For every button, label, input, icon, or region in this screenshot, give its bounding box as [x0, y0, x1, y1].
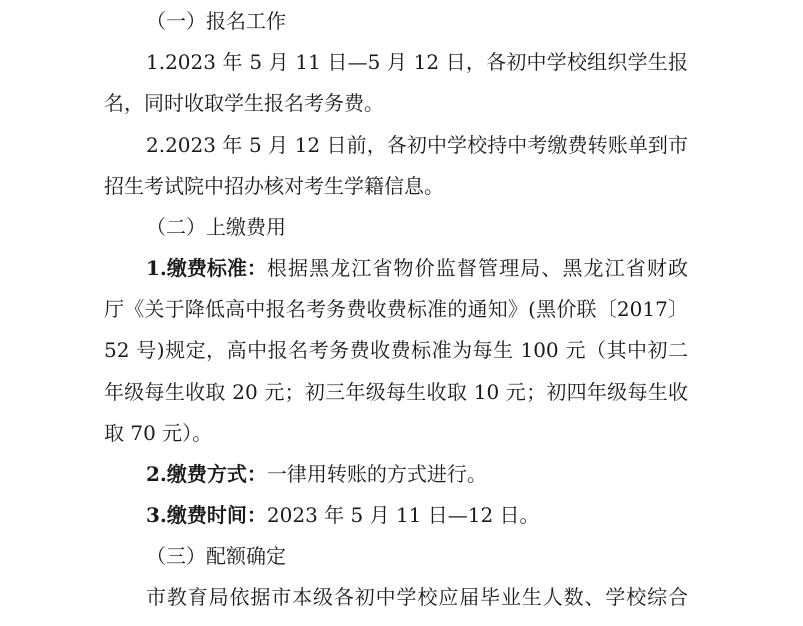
paragraph-line: 招生考试院中招办核对考生学籍信息。 — [104, 174, 444, 198]
text-run: 厅《关于降低高中报名考务费收费标准的通知》(黑价联〔2017〕 — [104, 297, 688, 321]
paragraph-line — [146, 255, 688, 281]
paragraph-line — [146, 461, 487, 487]
text-run — [267, 255, 688, 281]
text-run: 2023 年 5 月 11 日—12 日。 — [266, 503, 540, 527]
paragraph-line: 名，同时收取学生报名考务费。 — [104, 91, 384, 115]
section-heading-registration: （一）报名工作 — [146, 9, 286, 33]
section-heading-quota: （三）配额确定 — [146, 544, 286, 568]
paragraph-line — [104, 296, 688, 322]
paragraph-line — [104, 379, 688, 405]
payment-time-label: 3.缴费时间： — [146, 503, 267, 527]
paragraph-line — [104, 337, 688, 363]
text-run: 年级每生收取 20 元；初三年级每生收取 10 元；初四年级每生收 — [104, 380, 688, 404]
text-run: 市教育局依据市本级各初中学校应届毕业生人数、学校综合 — [146, 585, 688, 609]
section-heading-fees: （二）上缴费用 — [146, 215, 286, 239]
paragraph-line — [146, 584, 688, 610]
paragraph-line — [146, 49, 688, 75]
text-run: 根据黑龙江省物价监督管理局、黑龙江省财政 — [266, 256, 688, 280]
payment-method-label: 2.缴费方式： — [146, 462, 267, 486]
text-run: 52 号)规定，高中报名考务费收费标准为每生 100 元（其中初二 — [104, 338, 688, 362]
text-run: 一律用转账的方式进行。 — [266, 462, 487, 486]
paragraph-line — [146, 502, 540, 528]
text-run: 1.2023 年 5 月 11 日—5 月 12 日，各初中学校组织学生报 — [146, 50, 688, 74]
paragraph-line: 取 70 元）。 — [104, 421, 213, 445]
text-run: 2.2023 年 5 月 12 日前，各初中学校持中考缴费转账单到市 — [146, 133, 688, 157]
fee-standard-label: 1.缴费标准： — [146, 256, 267, 280]
paragraph-line — [146, 132, 688, 158]
